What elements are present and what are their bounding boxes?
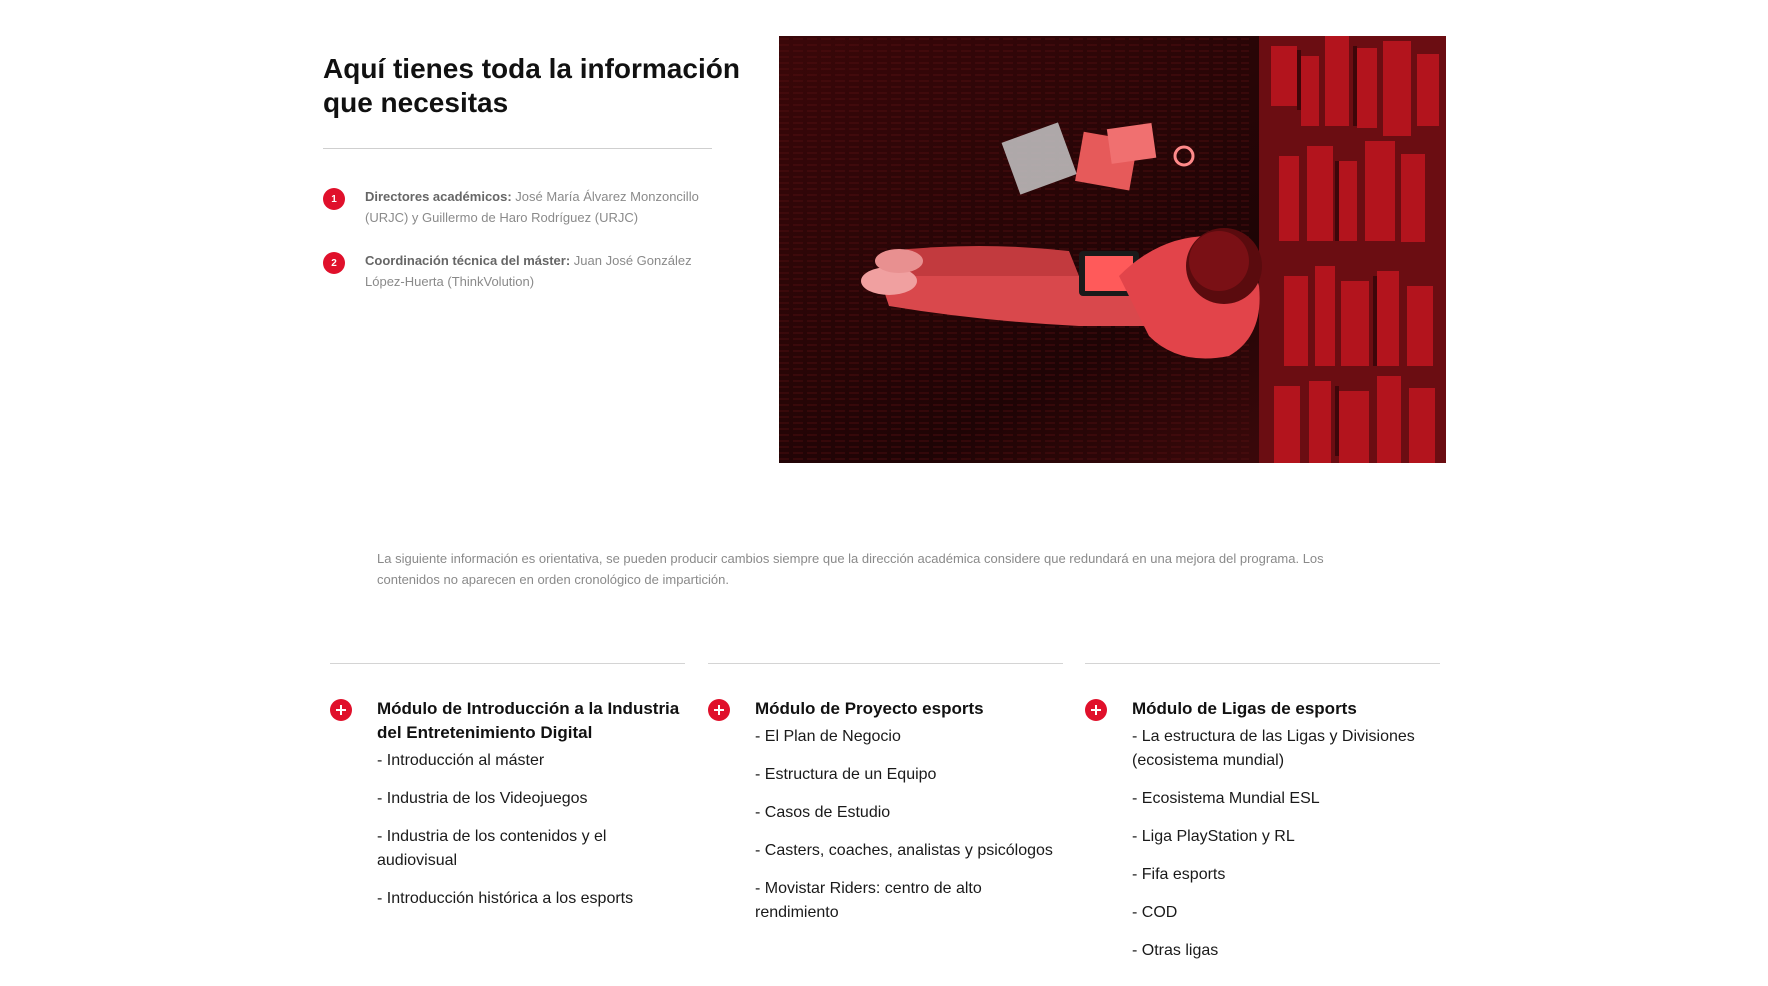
module-column-3 xyxy=(1085,663,1440,959)
module-accordion-3[interactable] xyxy=(1085,697,1445,977)
director-item-2 xyxy=(323,250,723,292)
director-label: Coordinación técnica del máster: xyxy=(365,253,571,268)
module-title[interactable]: Módulo de Introducción a la Industria del Entretenimiento Digital xyxy=(377,699,680,742)
module-body xyxy=(1132,697,1445,977)
divider xyxy=(708,663,1063,664)
number-badge: 1 xyxy=(323,188,345,210)
module-column-2 xyxy=(708,663,1063,921)
divider xyxy=(1085,663,1440,664)
module-topic-list xyxy=(755,725,1068,925)
module-topic-list xyxy=(377,749,690,911)
list-item: - La estructura de las Ligas y Divisiones (ecosistema mundial) xyxy=(1132,728,1415,769)
disclaimer-text: La siguiente información es orientativa, se pueden producir cambios siempre que la dirección académica considere que redundará en una mejora del programa. Los contenidos no aparecen en orden cronológico de impartición. xyxy=(377,551,1324,587)
list-item: - Ecosistema Mundial ESL xyxy=(1132,790,1320,807)
module-topic-list xyxy=(1132,725,1445,963)
list-item: - Casters, coaches, analistas y psicólogos xyxy=(755,842,1053,859)
list-item: - Introducción al máster xyxy=(377,752,545,769)
module-title[interactable]: Módulo de Ligas de esports xyxy=(1132,699,1357,718)
page-title: Aquí tienes toda la información que necesitas xyxy=(323,53,740,118)
module-column-1 xyxy=(330,663,685,907)
hero-image xyxy=(779,36,1446,463)
list-item: - Estructura de un Equipo xyxy=(755,766,937,783)
director-text xyxy=(365,186,723,228)
director-names: Juan José González López-Huerta (ThinkVolution) xyxy=(365,253,692,289)
list-item: - Movistar Riders: centro de alto rendimiento xyxy=(755,880,982,921)
list-item: - Industria de los Videojuegos xyxy=(377,790,588,807)
list-item: - Casos de Estudio xyxy=(755,804,891,821)
module-body xyxy=(377,697,690,925)
list-item: - COD xyxy=(1132,904,1178,921)
module-accordion-1[interactable] xyxy=(330,697,690,925)
list-item: - El Plan de Negocio xyxy=(755,728,901,745)
list-item: - Fifa esports xyxy=(1132,866,1226,883)
director-label: Directores académicos: xyxy=(365,189,512,204)
list-item: - Industria de los contenidos y el audiovisual xyxy=(377,828,607,869)
module-accordion-2[interactable] xyxy=(708,697,1068,939)
director-item-1 xyxy=(323,186,723,228)
plus-icon[interactable] xyxy=(330,699,352,721)
director-names: José María Álvarez Monzoncillo (URJC) y Guillermo de Haro Rodríguez (URJC) xyxy=(365,189,699,225)
module-body xyxy=(755,697,1068,939)
plus-icon[interactable] xyxy=(1085,699,1107,721)
list-item: - Liga PlayStation y RL xyxy=(1132,828,1295,845)
list-item: - Otras ligas xyxy=(1132,942,1219,959)
divider xyxy=(323,148,712,149)
divider xyxy=(330,663,685,664)
plus-icon[interactable] xyxy=(708,699,730,721)
module-title[interactable]: Módulo de Proyecto esports xyxy=(755,699,984,718)
library-photo-illustration xyxy=(779,36,1446,463)
list-item: - Introducción histórica a los esports xyxy=(377,890,634,907)
director-text xyxy=(365,250,723,292)
number-badge: 2 xyxy=(323,252,345,274)
